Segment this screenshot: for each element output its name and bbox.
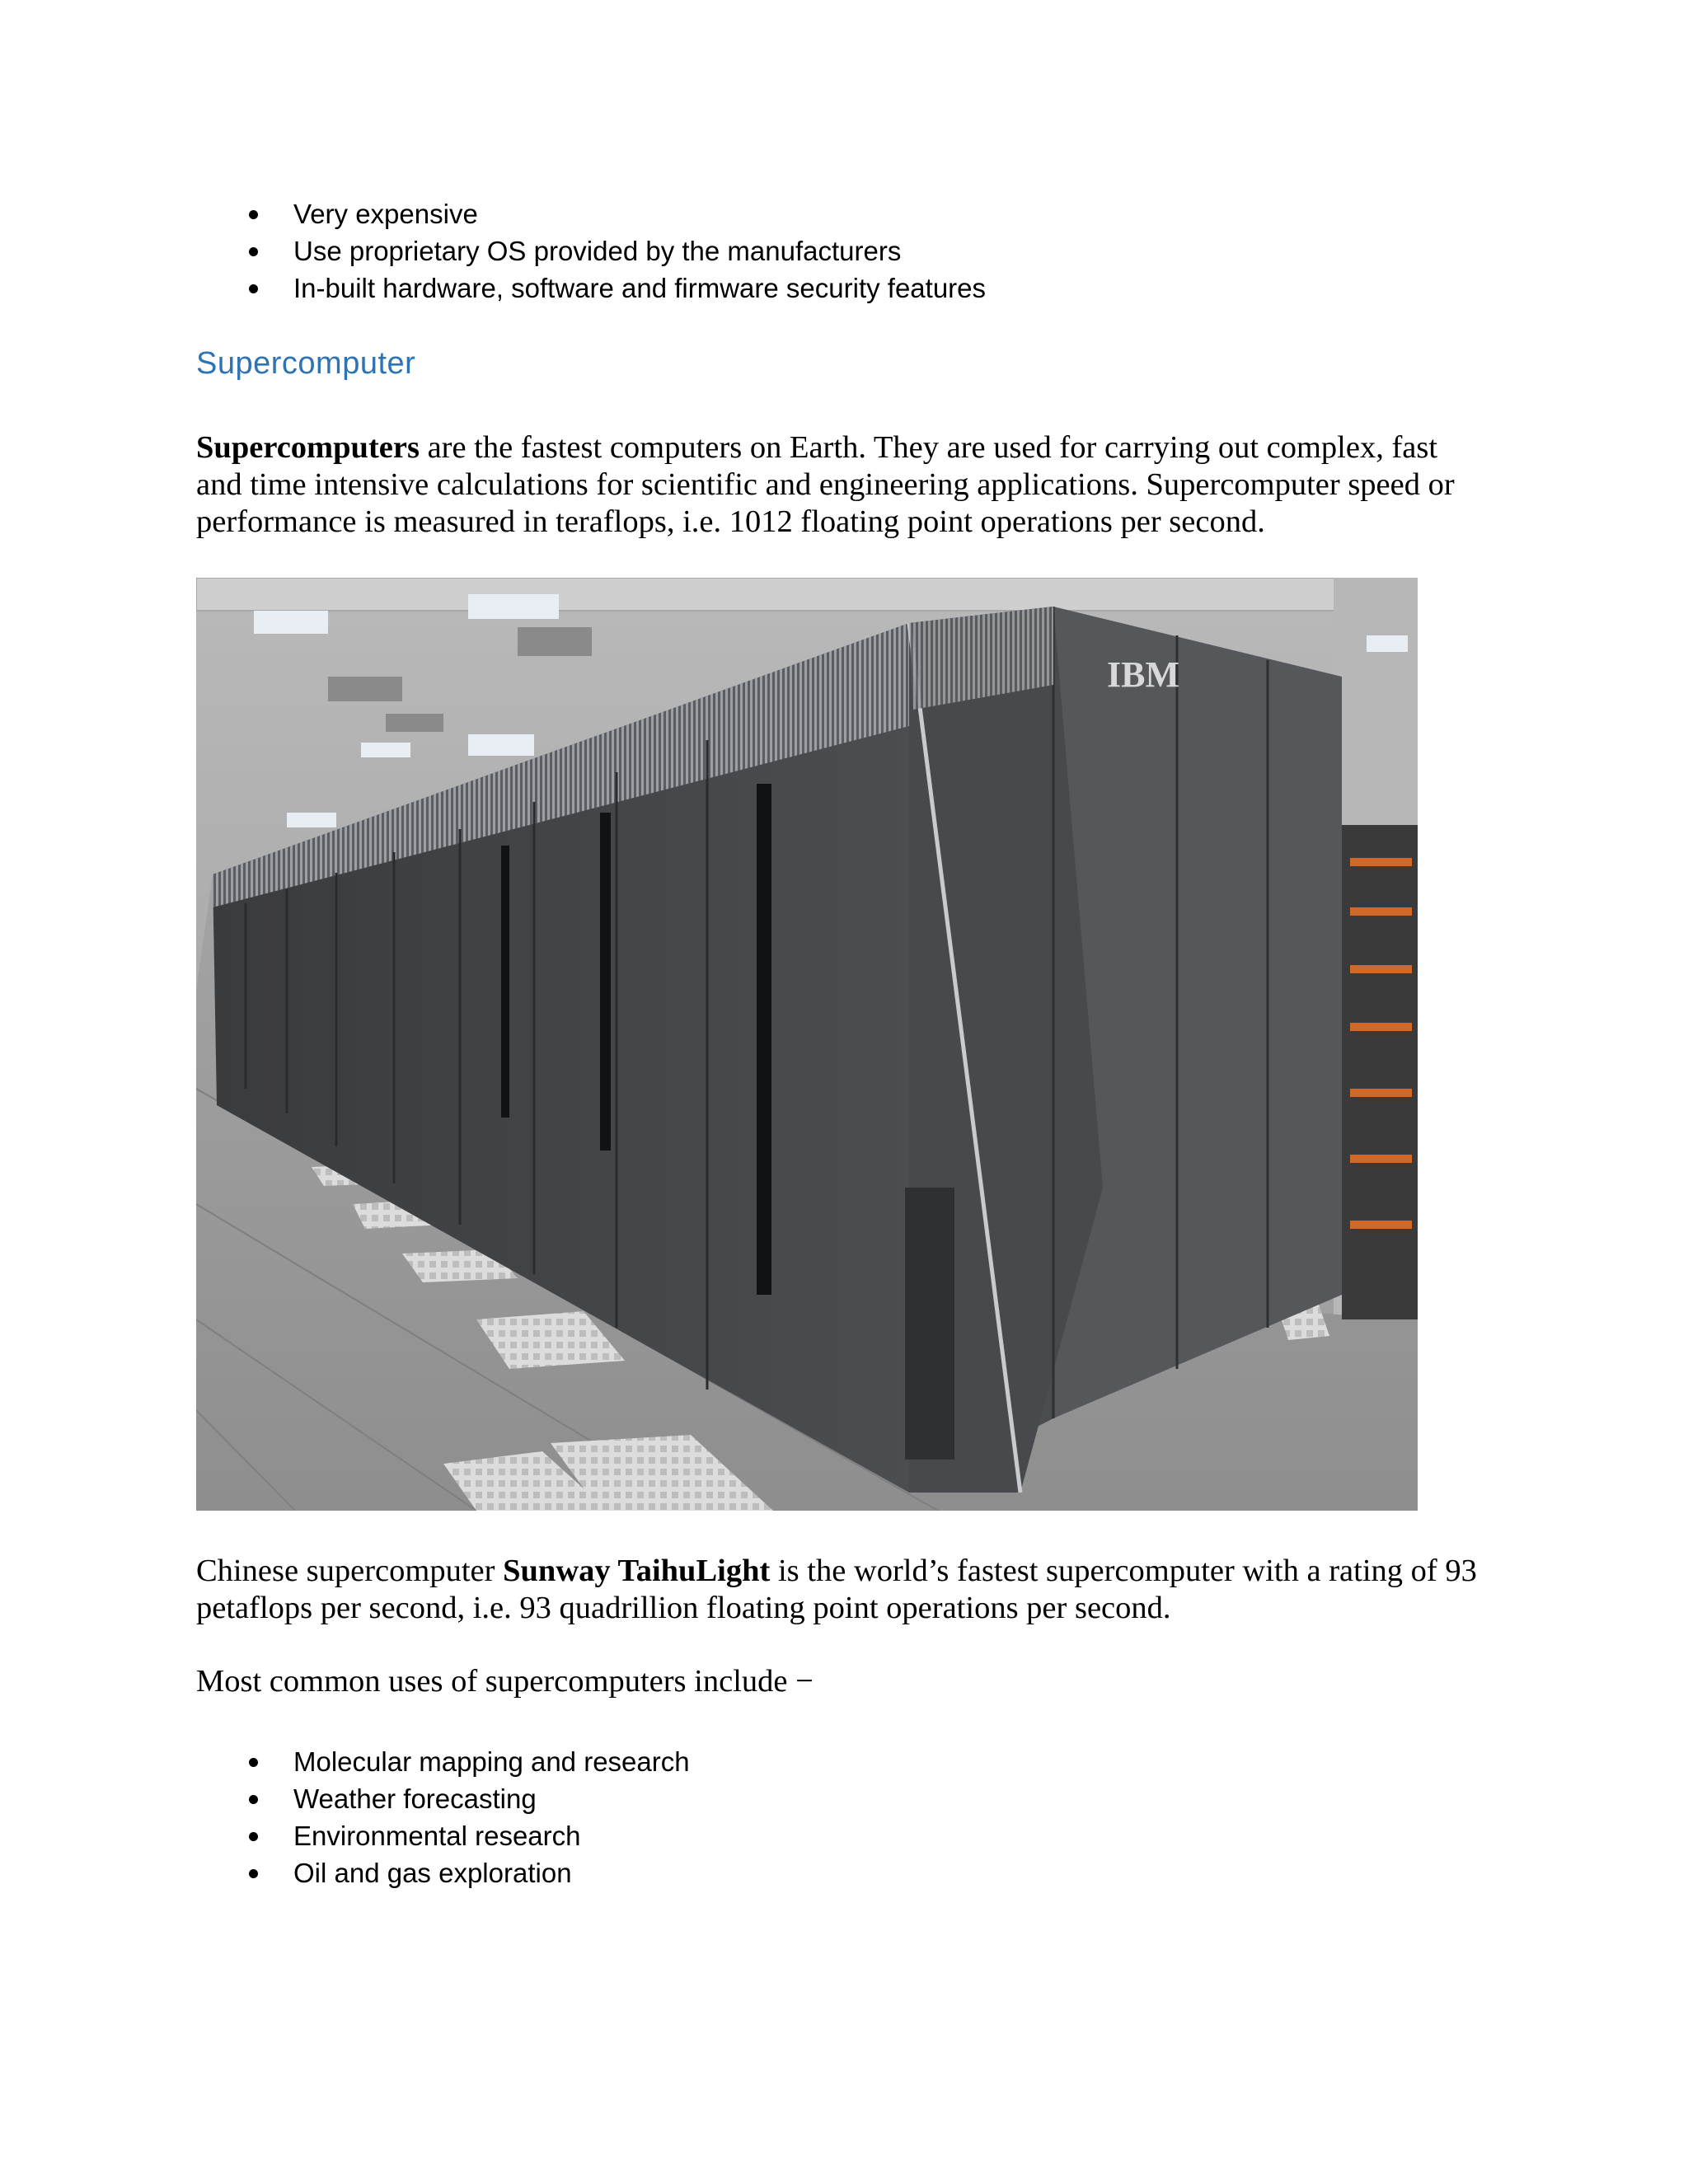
bullet-icon: [249, 1758, 258, 1767]
intro-paragraph: [196, 429, 1482, 541]
list-item: [196, 269, 986, 307]
fastest-prefix: Chinese supercomputer: [196, 1554, 504, 1588]
list-item: [196, 1854, 690, 1891]
list-item-text: Molecular mapping and research: [293, 1746, 690, 1777]
bullet-icon: [249, 1869, 258, 1878]
list-item: [196, 1780, 690, 1817]
bullet-icon: [249, 210, 258, 219]
list-item-text: Very expensive: [293, 199, 478, 229]
fastest-paragraph: [196, 1553, 1482, 1627]
uses-intro: Most common uses of supercomputers include −: [196, 1664, 814, 1699]
list-item: [196, 1817, 690, 1854]
section-heading: Supercomputer: [196, 346, 416, 381]
list-item-text: Oil and gas exploration: [293, 1858, 572, 1888]
feature-list: [196, 195, 986, 307]
list-item: [196, 195, 986, 232]
list-item-text: Use proprietary OS provided by the manufacturers: [293, 236, 902, 266]
uses-list: [196, 1743, 690, 1891]
list-item: [196, 232, 986, 269]
bullet-icon: [249, 247, 258, 256]
ibm-logo: IBM: [1107, 654, 1179, 695]
list-item: [196, 1743, 690, 1780]
list-item-text: Weather forecasting: [293, 1783, 537, 1814]
intro-text: are the fastest computers on Earth. They are used for carrying out complex, fast and time intensive calculations for scientific and engineering applications. Supercomputer speed or performance is measured in teraflops, i.e. 1012 floating point operations per second.: [196, 430, 1455, 539]
fastest-suffix: is the world’s fastest supercomputer with a rating of 93 petaflops per second, i.e. 93 quadrillion floating point operations per second.: [196, 1554, 1477, 1625]
list-item-text: Environmental research: [293, 1821, 581, 1851]
fastest-bold-name: Sunway TaihuLight: [503, 1554, 771, 1588]
list-item-text: In-built hardware, software and firmware security features: [293, 273, 987, 303]
supercomputer-photo: [196, 578, 1418, 1511]
bullet-icon: [249, 1832, 258, 1841]
bullet-icon: [249, 1795, 258, 1804]
bullet-icon: [249, 284, 258, 293]
intro-bold-term: Supercomputers: [196, 430, 420, 465]
